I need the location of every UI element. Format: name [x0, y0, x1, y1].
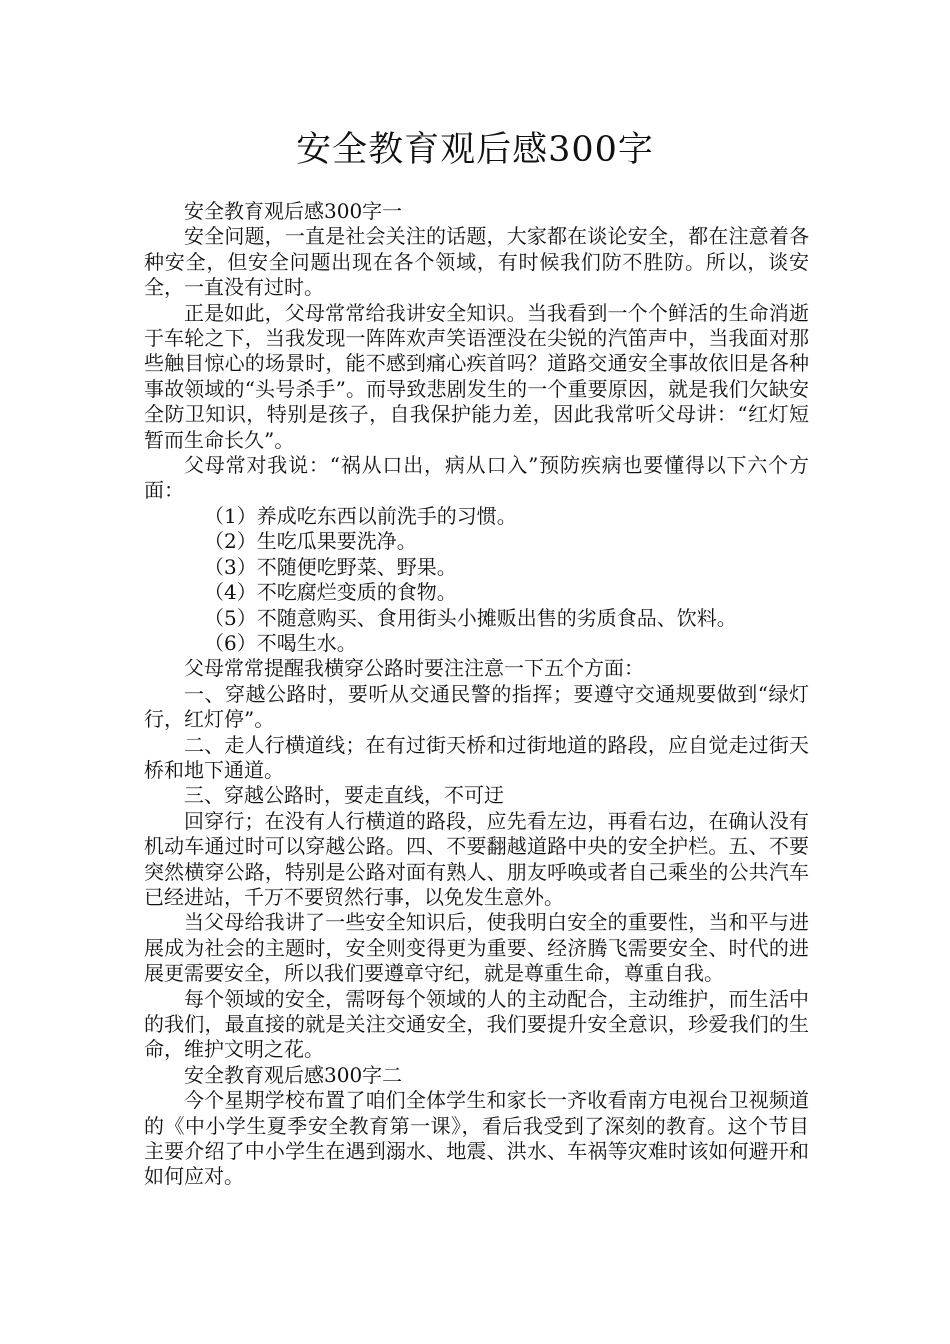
paragraph: 安全问题，一直是社会关注的话题，大家都在谈论安全，都在注意着各种安全，但安全问题出现在各个领域，有时候我们防不胜防。所以，谈安全，一直没有过时。 — [144, 224, 809, 300]
paragraph: 今个星期学校布置了咱们全体学生和家长一齐收看南方电视台卫视频道的《中小学生夏季安全教育第一课》，看后我受到了深刻的教育。这个节目主要介绍了中小学生在遇到溺水、地震、洪水、车祸等灾难时该如何避开和如何应对。 — [144, 1088, 809, 1189]
paragraph: 一、穿越公路时，要听从交通民警的指挥；要遵守交通规要做到“绿灯行，红灯停”。 — [144, 681, 809, 732]
list-item: （4）不吃腐烂变质的食物。 — [204, 580, 457, 605]
paragraph: 三、穿越公路时，要走直线，不可迂 — [184, 783, 504, 808]
list-item: （6）不喝生水。 — [204, 630, 357, 655]
list-item: （1）养成吃东西以前洗手的习惯。 — [204, 503, 517, 528]
list-item: （5）不随意购买、食用街头小摊贩出售的劣质食品、饮料。 — [204, 605, 737, 630]
section-heading: 安全教育观后感300字一 — [184, 199, 403, 223]
document-title: 安全教育观后感300字 — [296, 130, 654, 170]
paragraph: 二、走人行横道线；在有过街天桥和过街地道的路段，应自觉走过街天桥和地下通道。 — [144, 732, 809, 782]
paragraph: 正是如此，父母常常给我讲安全知识。当我看到一个个鲜活的生命消逝于车轮之下，当我发现一阵阵欢声笑语湮没在尖锐的汽笛声中，当我面对那些触目惊心的场景时，能不感到痛心疾首吗？道路交通安全事故依旧是各种事故领域的“头号杀手”。而导致悲剧发生的一个重要原因，就是我们欠缺安全防卫知识，特别是孩子，自我保护能力差，因此我常听父母讲：“红灯短暂而生命长久”。 — [144, 300, 809, 452]
section-heading: 安全教育观后感300字二 — [184, 1062, 403, 1087]
paragraph: 父母常对我说：“祸从口出，病从口入”预防疾病也要懂得以下六个方面： — [144, 453, 809, 503]
paragraph: 当父母给我讲了一些安全知识后，使我明白安全的重要性，当和平与进展成为社会的主题时，安全则变得更为重要、经济腾飞需要安全、时代的进展更需要安全，所以我们要遵章守纪，就是尊重生命，尊重自我。 — [144, 910, 809, 986]
list-item: （2）生吃瓜果要洗净。 — [204, 529, 417, 554]
list-item: （3）不随便吃野菜、野果。 — [204, 554, 457, 579]
paragraph: 回穿行；在没有人行横道的路段，应先看左边，再看右边，在确认没有机动车通过时可以穿越公路。四、不要翻越道路中央的安全护栏。五、不要突然横穿公路，特别是公路对面有熟人、朋友呼唤或者自己乘坐的公共汽车已经进站，千万不要贸然行事，以免发生意外。 — [144, 808, 809, 909]
paragraph: 父母常常提醒我横穿公路时要注注意一下五个方面： — [184, 656, 644, 681]
document-body — [144, 199, 809, 1190]
paragraph: 每个领域的安全，需呀每个领域的人的主动配合，主动维护，而生活中的我们，最直接的就是关注交通安全，我们要提升安全意识，珍爱我们的生命，维护文明之花。 — [144, 986, 809, 1062]
